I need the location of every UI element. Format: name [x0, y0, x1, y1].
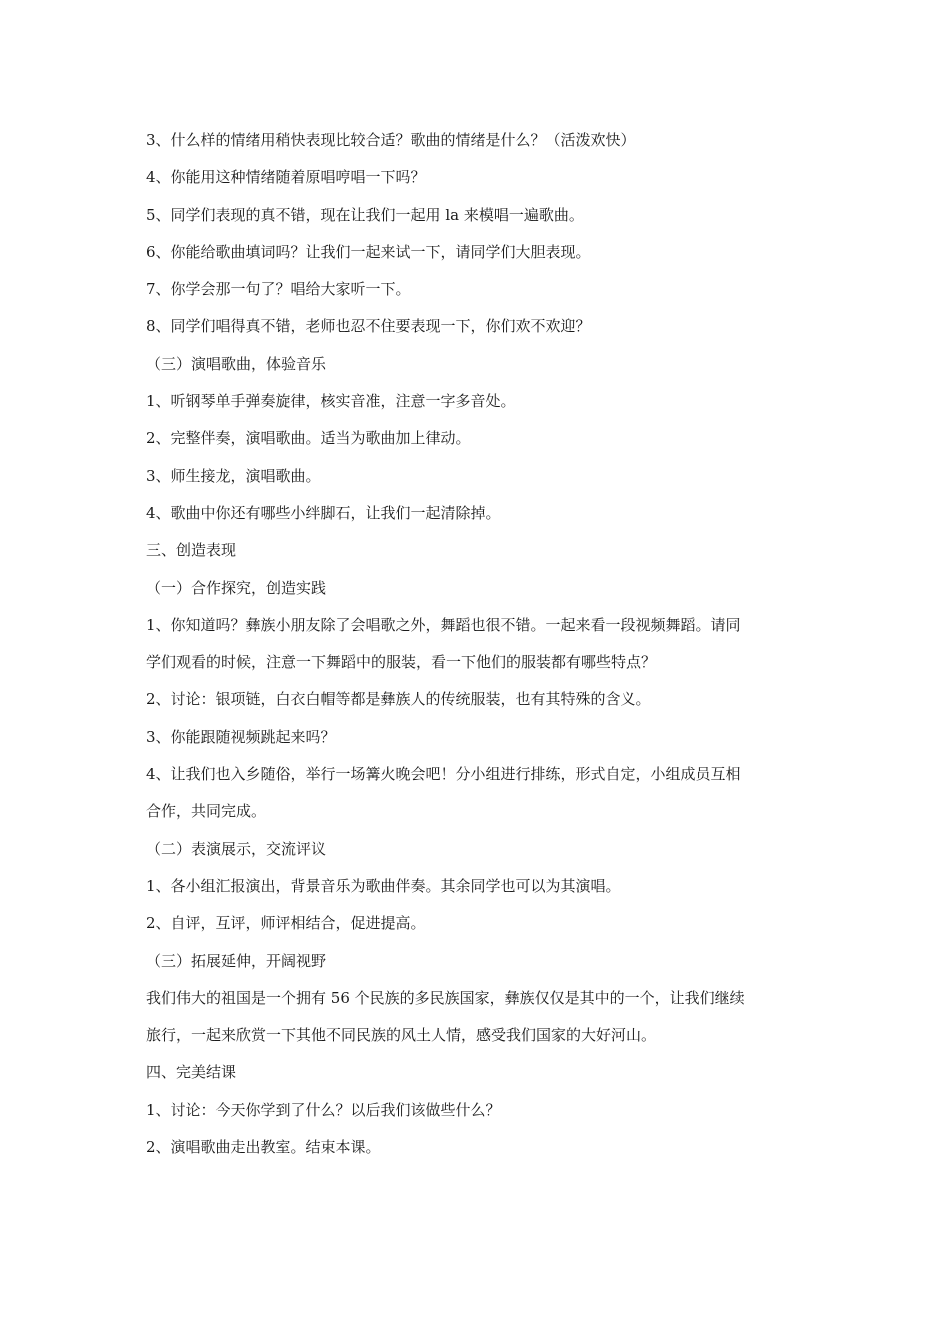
- text-line: 3、什么样的情绪用稍快表现比较合适？歌曲的情绪是什么？（活泼欢快）: [146, 131, 636, 149]
- text-line: 旅行，一起来欣赏一下其他不同民族的风土人情，感受我们国家的大好河山。: [146, 1026, 657, 1045]
- section-heading: （三）演唱歌曲，体验音乐: [146, 354, 327, 373]
- text-line: 2、自评，互评，师评相结合，促进提高。: [146, 914, 426, 933]
- text-line: 3、你能跟随视频跳起来吗？: [146, 727, 336, 746]
- text-line: 我们伟大的祖国是一个拥有 56 个民族的多民族国家，彝族仅仅是其中的一个，让我们继续: [146, 988, 745, 1007]
- text-line: 合作，共同完成。: [146, 802, 267, 821]
- text-line: 6、你能给歌曲填词吗？让我们一起来试一下，请同学们大胆表现。: [146, 242, 591, 261]
- text-line: 7、你学会那一句了？唱给大家听一下。: [146, 280, 411, 299]
- text-line: 学们观看的时候，注意一下舞蹈中的服装，看一下他们的服装都有哪些特点？: [146, 653, 657, 672]
- section-heading: 三、创造表现: [146, 541, 237, 560]
- text-line: 2、完整伴奏，演唱歌曲。适当为歌曲加上律动。: [146, 429, 471, 448]
- text-line: 1、各小组汇报演出，背景音乐为歌曲伴奏。其余同学也可以为其演唱。: [146, 876, 621, 895]
- text-line: 5、同学们表现的真不错，现在让我们一起用 la 来模唱一遍歌曲。: [146, 205, 584, 224]
- text-line: 3、师生接龙，演唱歌曲。: [146, 466, 321, 485]
- section-heading: （三）拓展延伸，开阔视野: [146, 951, 327, 970]
- text-line: 1、你知道吗？彝族小朋友除了会唱歌之外，舞蹈也很不错。一起来看一段视频舞蹈。请同: [146, 615, 741, 634]
- text-line: 2、演唱歌曲走出教室。结束本课。: [146, 1138, 381, 1157]
- text-line: 1、讨论：今天你学到了什么？以后我们该做些什么？: [146, 1100, 501, 1119]
- text-line: 8、同学们唱得真不错，老师也忍不住要表现一下，你们欢不欢迎？: [146, 317, 591, 336]
- text-line: 4、歌曲中你还有哪些小绊脚石，让我们一起清除掉。: [146, 503, 501, 522]
- text-line: 2、讨论：银项链，白衣白帽等都是彝族人的传统服装，也有其特殊的含义。: [146, 690, 651, 709]
- section-heading: 四、完美结课: [146, 1063, 237, 1082]
- section-heading: （二）表演展示，交流评议: [146, 839, 327, 858]
- text-line: 1、听钢琴单手弹奏旋律，核实音准，注意一字多音处。: [146, 392, 516, 411]
- section-heading: （一）合作探究，创造实践: [146, 578, 327, 597]
- text-line: 4、你能用这种情绪随着原唱哼唱一下吗？: [146, 168, 426, 187]
- text-line: 4、让我们也入乡随俗，举行一场篝火晚会吧！分小组进行排练，形式自定，小组成员互相: [146, 765, 741, 784]
- document-body: [146, 122, 816, 1166]
